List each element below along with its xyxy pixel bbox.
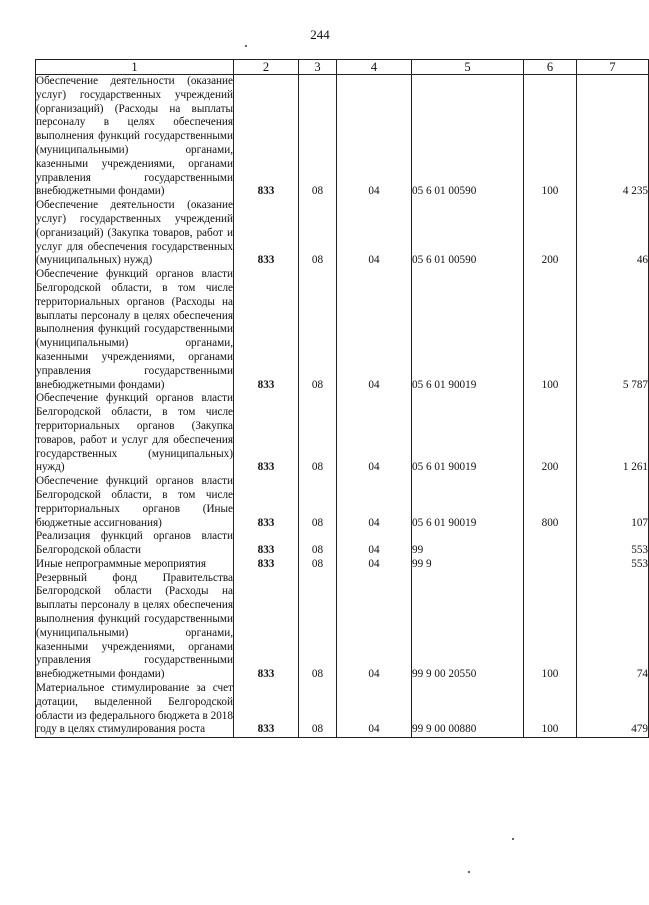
section-code: 08 xyxy=(299,392,337,475)
ministry-code: 833 xyxy=(234,572,299,682)
amount-value: 479 xyxy=(577,682,649,738)
amount-value: 1 261 xyxy=(577,392,649,475)
section-code: 08 xyxy=(299,558,337,572)
subsection-code: 04 xyxy=(337,199,412,268)
amount-value: 5 787 xyxy=(577,268,649,392)
header-col-7: 7 xyxy=(577,60,649,75)
ministry-code: 833 xyxy=(234,475,299,530)
ministry-code: 833 xyxy=(234,75,299,200)
expense-type-code: 100 xyxy=(524,682,577,738)
subsection-code: 04 xyxy=(337,75,412,200)
row-description: Обеспечение деятельности (оказание услуг) государственных учреждений (организаций) (Закупка товаров, работ и услуг для обеспечения государственных (муниципальных) нужд) xyxy=(36,199,233,267)
table-row xyxy=(36,530,649,558)
ministry-code: 833 xyxy=(234,682,299,738)
table-row xyxy=(36,475,649,530)
row-description: Обеспечение деятельности (оказание услуг) государственных учреждений (организаций) (Расходы на выплаты персоналу в целях обеспечения выполнения функций государственными (муниципальными) органами, казенными учреждениями, органами управления государственными внебюджетными фондами) xyxy=(36,75,233,198)
scan-speck xyxy=(512,838,514,840)
expense-type-code: 200 xyxy=(524,392,577,475)
header-col-4: 4 xyxy=(337,60,412,75)
expense-type-code: 100 xyxy=(524,75,577,200)
target-code: 05 6 01 90019 xyxy=(412,268,524,392)
header-col-3: 3 xyxy=(299,60,337,75)
section-code: 08 xyxy=(299,75,337,200)
expense-type-code: 200 xyxy=(524,199,577,268)
amount-value: 107 xyxy=(577,475,649,530)
ministry-code: 833 xyxy=(234,392,299,475)
ministry-code: 833 xyxy=(234,530,299,558)
subsection-code: 04 xyxy=(337,572,412,682)
row-description: Резервный фонд Правительства Белгородской области (Расходы на выплаты персоналу в целях обеспечения выполнения функций государственными (муниципальными) органами, казенными учреждениями, органами управления государственными внебюджетными фондами) xyxy=(36,571,233,681)
target-code: 05 6 01 00590 xyxy=(412,75,524,200)
subsection-code: 04 xyxy=(337,268,412,392)
target-code: 99 9 00 00880 xyxy=(412,682,524,738)
table-row xyxy=(36,268,649,392)
subsection-code: 04 xyxy=(337,475,412,530)
amount-value: 553 xyxy=(577,558,649,572)
amount-value: 553 xyxy=(577,530,649,558)
table-row xyxy=(36,199,649,268)
row-description: Обеспечение функций органов власти Белгородской области, в том числе территориальных органов (Расходы на выплаты персоналу в целях обеспечения выполнения функций государственными (муниципальными) органами, казенными учреждениями, органами управления государственными внебюджетными фондами) xyxy=(36,268,233,391)
expense-type-code: 100 xyxy=(524,268,577,392)
row-description: Обеспечение функций органов власти Белгородской области, в том числе территориальных органов (Иные бюджетные ассигнования) xyxy=(36,475,233,529)
header-col-2: 2 xyxy=(234,60,299,75)
row-description: Материальное стимулирование за счет дотации, выделенной Белгородской области из федерального бюджета в 2018 году в целях стимулирования роста xyxy=(36,682,234,738)
ministry-code: 833 xyxy=(234,558,299,572)
row-description: Реализация функций органов власти Белгородской области xyxy=(36,530,233,557)
target-code: 99 9 00 20550 xyxy=(412,572,524,682)
subsection-code: 04 xyxy=(337,682,412,738)
subsection-code: 04 xyxy=(337,530,412,558)
subsection-code: 04 xyxy=(337,392,412,475)
header-col-1: 1 xyxy=(36,60,234,75)
table-header-row xyxy=(36,60,649,75)
amount-value: 74 xyxy=(577,572,649,682)
table-row xyxy=(36,75,649,200)
table-row xyxy=(36,558,649,572)
header-col-5: 5 xyxy=(412,60,524,75)
expense-type-code: 100 xyxy=(524,572,577,682)
ministry-code: 833 xyxy=(234,199,299,268)
section-code: 08 xyxy=(299,475,337,530)
target-code: 05 6 01 00590 xyxy=(412,199,524,268)
section-code: 08 xyxy=(299,199,337,268)
target-code: 99 xyxy=(412,530,524,558)
target-code: 99 9 xyxy=(412,558,524,572)
scan-speck xyxy=(468,871,470,873)
budget-table xyxy=(35,59,649,738)
amount-value: 46 xyxy=(577,199,649,268)
section-code: 08 xyxy=(299,572,337,682)
table-row xyxy=(36,682,649,738)
section-code: 08 xyxy=(299,268,337,392)
scan-speck xyxy=(245,45,247,47)
target-code: 05 6 01 90019 xyxy=(412,475,524,530)
section-code: 08 xyxy=(299,682,337,738)
target-code: 05 6 01 90019 xyxy=(412,392,524,475)
section-code: 08 xyxy=(299,530,337,558)
expense-type-code xyxy=(524,558,577,572)
subsection-code: 04 xyxy=(337,558,412,572)
expense-type-code: 800 xyxy=(524,475,577,530)
header-col-6: 6 xyxy=(524,60,577,75)
expense-type-code xyxy=(524,530,577,558)
table-row xyxy=(36,392,649,475)
table-row xyxy=(36,572,649,682)
amount-value: 4 235 xyxy=(577,75,649,200)
row-description: Иные непрограммные мероприятия xyxy=(36,558,234,572)
row-description: Обеспечение функций органов власти Белгородской области, в том числе территориальных органов (Закупка товаров, работ и услуг для обеспечения государственных (муниципальных) нужд) xyxy=(36,392,233,474)
ministry-code: 833 xyxy=(234,268,299,392)
page-number: 244 xyxy=(310,27,330,42)
